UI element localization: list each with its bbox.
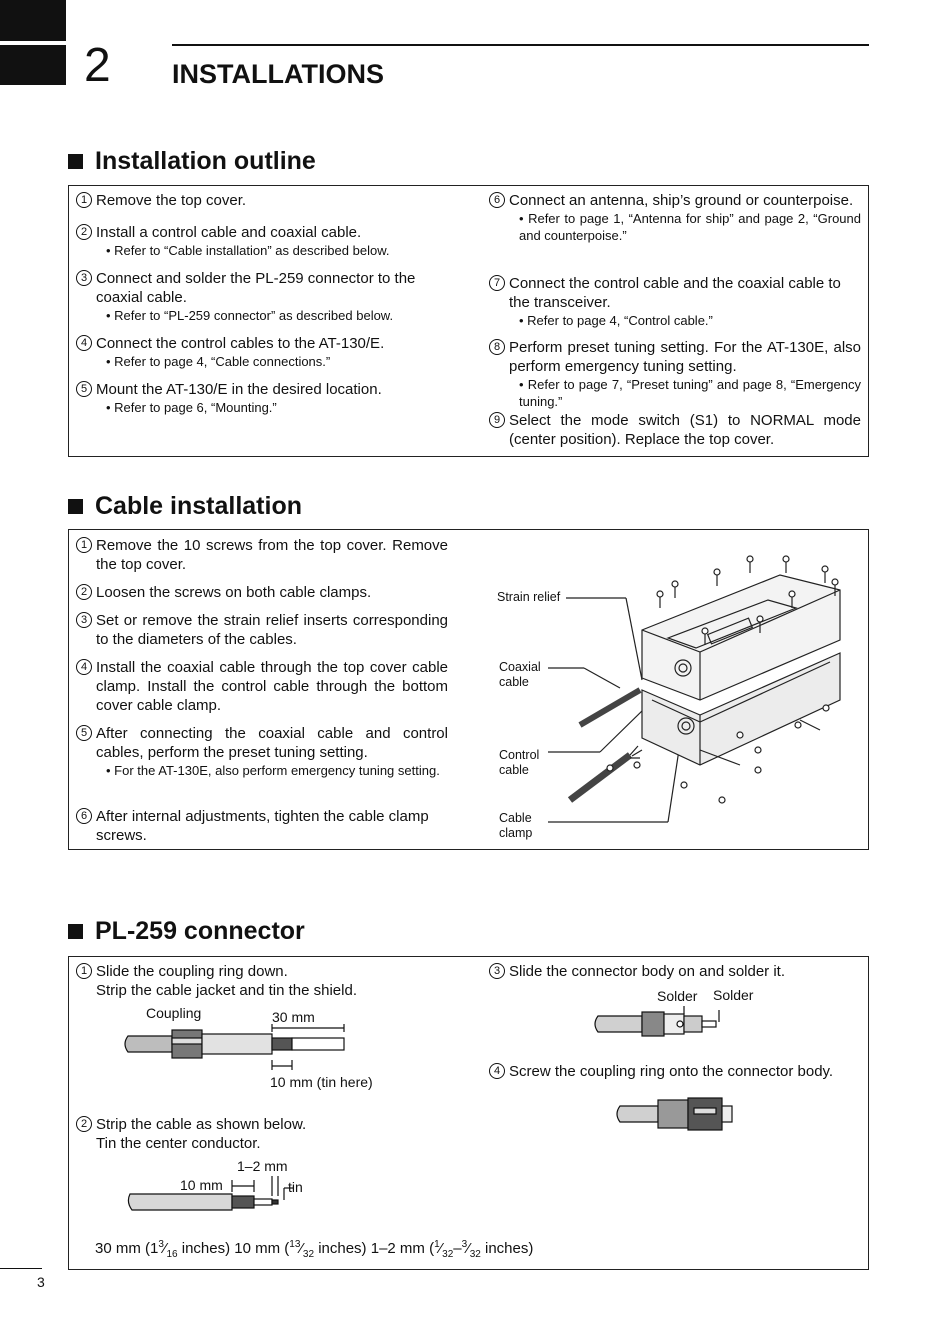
cable-step-2 [76, 583, 448, 602]
label-coupling: Coupling [146, 1005, 202, 1021]
fraction-numerator: 13 [289, 1239, 301, 1250]
step-note: • Refer to page 6, “Mounting.” [106, 400, 277, 415]
step-number-badge: 4 [489, 1063, 505, 1079]
step-note: • Refer to page 4, “Control cable.” [519, 313, 713, 328]
outline-step-4 [76, 334, 456, 370]
conversion-text-c: inches) 1–2 mm ( [314, 1240, 435, 1257]
outline-step-3 [76, 269, 452, 324]
label-30mm: 30 mm [272, 1009, 315, 1025]
section-bullet-icon [68, 924, 83, 939]
step-note: • Refer to “PL-259 connector” as described below. [106, 308, 394, 323]
step-note: • For the AT-130E, also perform emergency tuning setting. [106, 763, 440, 778]
label-10mm-tin-here: 10 mm (tin here) [270, 1074, 373, 1090]
chapter-title: INSTALLATIONS [172, 59, 384, 89]
step-note: • Refer to page 7, “Preset tuning” and page 8, “Emergency tuning.” [519, 377, 861, 409]
step-text: Slide the coupling ring down. [96, 963, 288, 980]
section-heading-pl259 [68, 916, 305, 946]
step-number-badge: 6 [489, 192, 505, 208]
step-number-badge: 2 [76, 1116, 92, 1132]
step-number-badge: 2 [76, 584, 92, 600]
step-text: Slide the connector body on and solder it. [509, 963, 786, 980]
chapter-number: 2 [84, 39, 111, 92]
step-text-line2: Strip the cable jacket and tin the shield. [96, 982, 357, 999]
pl259-step-2 [76, 1115, 456, 1153]
fraction-numerator: 1 [434, 1239, 440, 1250]
section-bullet-icon [68, 499, 83, 514]
step-number-badge: 1 [76, 963, 92, 979]
step-text: Mount the AT-130/E in the desired location. [96, 381, 382, 398]
page-number: 3 [37, 1274, 45, 1290]
fraction-denominator: 32 [442, 1249, 454, 1260]
section-heading-installation-outline [68, 146, 316, 176]
conversion-dash: – [453, 1240, 462, 1257]
step-number-badge: 3 [76, 270, 92, 286]
step-number-badge: 1 [76, 192, 92, 208]
step-text: Remove the top cover. [96, 192, 247, 209]
fraction-denominator: 16 [166, 1249, 178, 1260]
label-solder-1: Solder [657, 988, 698, 1004]
cable-stripped-jacket-illustration [122, 1024, 362, 1074]
step-text: Install a control cable and coaxial cable. [96, 224, 362, 241]
cable-step-1 [76, 536, 448, 574]
fraction-numerator: 3 [158, 1239, 164, 1250]
step-text: Loosen the screws on both cable clamps. [96, 584, 372, 601]
chapter-rule [172, 44, 869, 46]
step-text: Connect and solder the PL-259 connector to the coaxial cable. [96, 270, 416, 306]
outline-step-5 [76, 380, 456, 416]
cable-stripped-center-illustration [124, 1172, 294, 1216]
step-number-badge: 6 [76, 808, 92, 824]
step-number-badge: 3 [76, 612, 92, 628]
unit-conversion-note: 30 mm ($1^3⁄_{16}$ inches) 10 mm ($^{13}⁄_{32}$ inches) 1–2 mm ($^1⁄_{32}-^3⁄_{32}$ inches) [95, 1239, 534, 1260]
section-bullet-icon [68, 154, 83, 169]
step-number-badge: 5 [76, 725, 92, 741]
cable-step-3 [76, 611, 448, 649]
step-text: Screw the coupling ring onto the connector body. [509, 1063, 834, 1080]
cable-step-4 [76, 658, 448, 715]
step-number-badge: 9 [489, 412, 505, 428]
label-tin: tin [288, 1179, 303, 1195]
conversion-text-b: inches) 10 mm ( [177, 1240, 290, 1257]
conversion-text-a: 30 mm (1 [95, 1240, 159, 1257]
label-control-cable: Control cable [499, 748, 540, 777]
step-text: Remove the 10 screws from the top cover. Remove the top cover. [96, 537, 448, 573]
step-note: • Refer to page 4, “Cable connections.” [106, 354, 331, 369]
outline-step-6 [489, 191, 861, 244]
step-number-badge: 3 [489, 963, 505, 979]
step-text: After internal adjustments, tighten the cable clamp screws. [96, 808, 429, 844]
step-text: Connect the control cables to the AT-130/E. [96, 335, 385, 352]
step-text: Install the coaxial cable through the top cover cable clamp. Install the control cable through the bottom cover cable clamp. [96, 659, 448, 714]
section-title: PL-259 connector [95, 917, 305, 945]
section-heading-cable-installation [68, 491, 302, 521]
fraction-denominator: 32 [302, 1249, 315, 1260]
step-text-line2: Tin the center conductor. [96, 1135, 261, 1152]
section-title: Cable installation [95, 492, 302, 520]
connector-soldered-illustration [592, 1004, 742, 1044]
step-note: • Refer to “Cable installation” as described below. [106, 243, 390, 258]
step-text: Perform preset tuning setting. For the AT-130E, also perform emergency tuning setting. [509, 339, 861, 375]
tuner-exploded-illustration [540, 550, 860, 845]
fraction-numerator: 3 [461, 1239, 468, 1250]
step-number-badge: 8 [489, 339, 505, 355]
outline-step-1 [76, 191, 456, 210]
cable-step-6 [76, 807, 452, 845]
pl259-step-4 [489, 1062, 865, 1081]
chapter-tab-divider [0, 41, 66, 45]
pl259-step-3 [489, 962, 865, 981]
label-10mm: 10 mm [180, 1177, 223, 1193]
outline-step-8 [489, 338, 861, 410]
label-solder-2: Solder [713, 987, 754, 1003]
label-1-2mm: 1–2 mm [237, 1158, 288, 1174]
label-coaxial-cable: Coaxial cable [499, 660, 541, 689]
pl259-step-1 [76, 962, 456, 1000]
fraction-denominator: 32 [469, 1249, 481, 1260]
step-number-badge: 5 [76, 381, 92, 397]
step-number-badge: 2 [76, 224, 92, 240]
outline-step-7 [489, 274, 865, 329]
connector-assembled-illustration [614, 1094, 744, 1134]
conversion-text-d: inches) [480, 1240, 534, 1257]
section-title: Installation outline [95, 147, 316, 175]
step-text: After connecting the coaxial cable and control cables, perform the preset tuning setting. [96, 725, 448, 761]
step-text: Strip the cable as shown below. [96, 1116, 307, 1133]
step-text: Select the mode switch (S1) to NORMAL mode (center position). Replace the top cover. [509, 412, 861, 448]
page-number-rule [0, 1268, 42, 1269]
outline-step-2 [76, 223, 456, 259]
step-text: Connect the control cable and the coaxial cable to the transceiver. [509, 275, 841, 311]
step-note: • Refer to page 1, “Antenna for ship” and page 2, “Ground and counterpoise.” [519, 211, 861, 243]
cable-step-5 [76, 724, 448, 779]
label-strain-relief: Strain relief [497, 590, 561, 604]
step-number-badge: 7 [489, 275, 505, 291]
step-number-badge: 4 [76, 335, 92, 351]
label-cable-clamp: Cable clamp [499, 811, 533, 840]
step-number-badge: 1 [76, 537, 92, 553]
outline-step-9 [489, 411, 861, 449]
step-number-badge: 4 [76, 659, 92, 675]
step-text: Set or remove the strain relief inserts corresponding to the diameters of the cables. [96, 612, 448, 648]
step-text: Connect an antenna, ship’s ground or counterpoise. [509, 192, 854, 209]
